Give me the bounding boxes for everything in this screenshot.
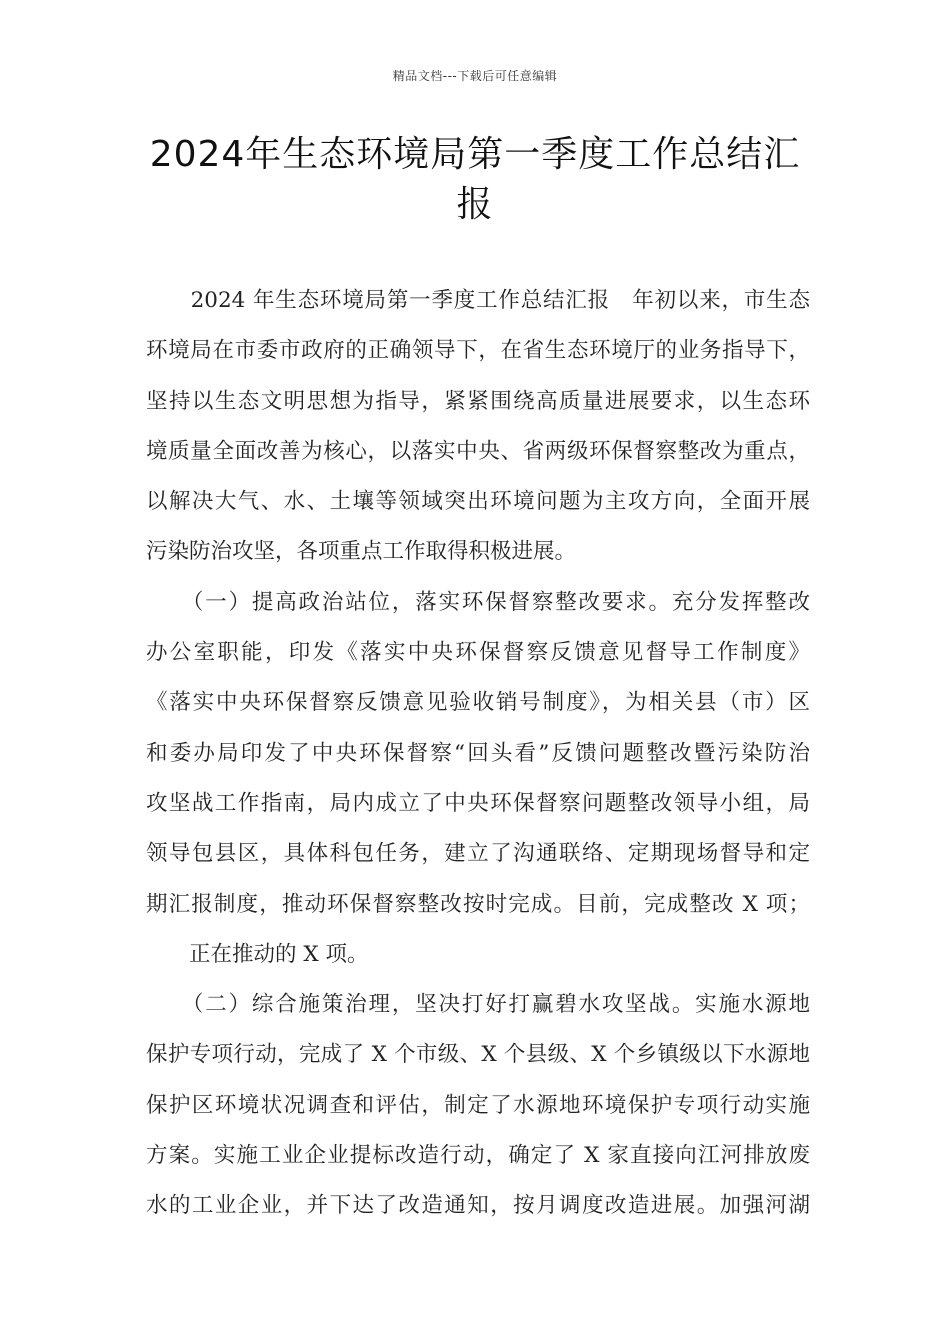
document-title-line-2: 报: [456, 184, 494, 225]
body-line: 期汇报制度，推动环保督察整改按时完成。目前，完成整改 X 项；: [146, 891, 810, 917]
body-line: （二）综合施策治理，坚决打好打赢碧水攻坚战。实施水源地: [146, 992, 810, 1018]
body-line: 境质量全面改善为核心，以落实中央、省两级环保督察整改为重点，: [146, 438, 810, 464]
body-line: 以解决大气、水、土壤等领域突出环境问题为主攻方向，全面开展: [146, 489, 810, 515]
page-header-note: 精品文档---下载后可任意编辑: [392, 69, 558, 83]
body-line: 2024 年生态环境局第一季度工作总结汇报 年初以来，市生态: [146, 288, 810, 313]
body-line: 正在推动的 X 项。: [146, 941, 369, 967]
body-line: 和委办局印发了中央环保督察“回头看”反馈问题整改暨污染防治: [146, 740, 810, 766]
body-line: 《落实中央环保督察反馈意见验收销号制度》，为相关县（市）区: [146, 690, 810, 716]
document-body: [146, 276, 810, 1232]
body-line: 保护专项行动，完成了 X 个市级、X 个县级、X 个乡镇级以下水源地: [146, 1042, 810, 1068]
body-line: 坚持以生态文明思想为指导，紧紧围绕高质量进展要求，以生态环: [146, 388, 810, 414]
body-line: 污染防治攻坚，各项重点工作取得积极进展。: [146, 539, 577, 565]
body-line: 保护区环境状况调查和评估，制定了水源地环境保护专项行动实施: [146, 1092, 810, 1118]
document-title-line-1: 2024年生态环境局第一季度工作总结汇: [149, 134, 801, 175]
body-line: 方案。实施工业企业提标改造行动，确定了 X 家直接向江河排放废: [146, 1143, 810, 1169]
body-line: 攻坚战工作指南，局内成立了中央环保督察问题整改领导小组，局: [146, 790, 810, 816]
body-line: 水的工业企业，并下达了改造通知，按月调度改造进展。加强河湖: [146, 1193, 810, 1219]
body-line: 领导包县区，具体科包任务，建立了沟通联络、定期现场督导和定: [146, 841, 810, 867]
body-line: 办公室职能，印发《落实中央环保督察反馈意见督导工作制度》: [146, 640, 810, 666]
document-title: [120, 130, 830, 230]
body-line: 环境局在市委市政府的正确领导下，在省生态环境厅的业务指导下，: [146, 338, 810, 364]
body-line: （一）提高政治站位，落实环保督察整改要求。充分发挥整改: [146, 589, 810, 615]
